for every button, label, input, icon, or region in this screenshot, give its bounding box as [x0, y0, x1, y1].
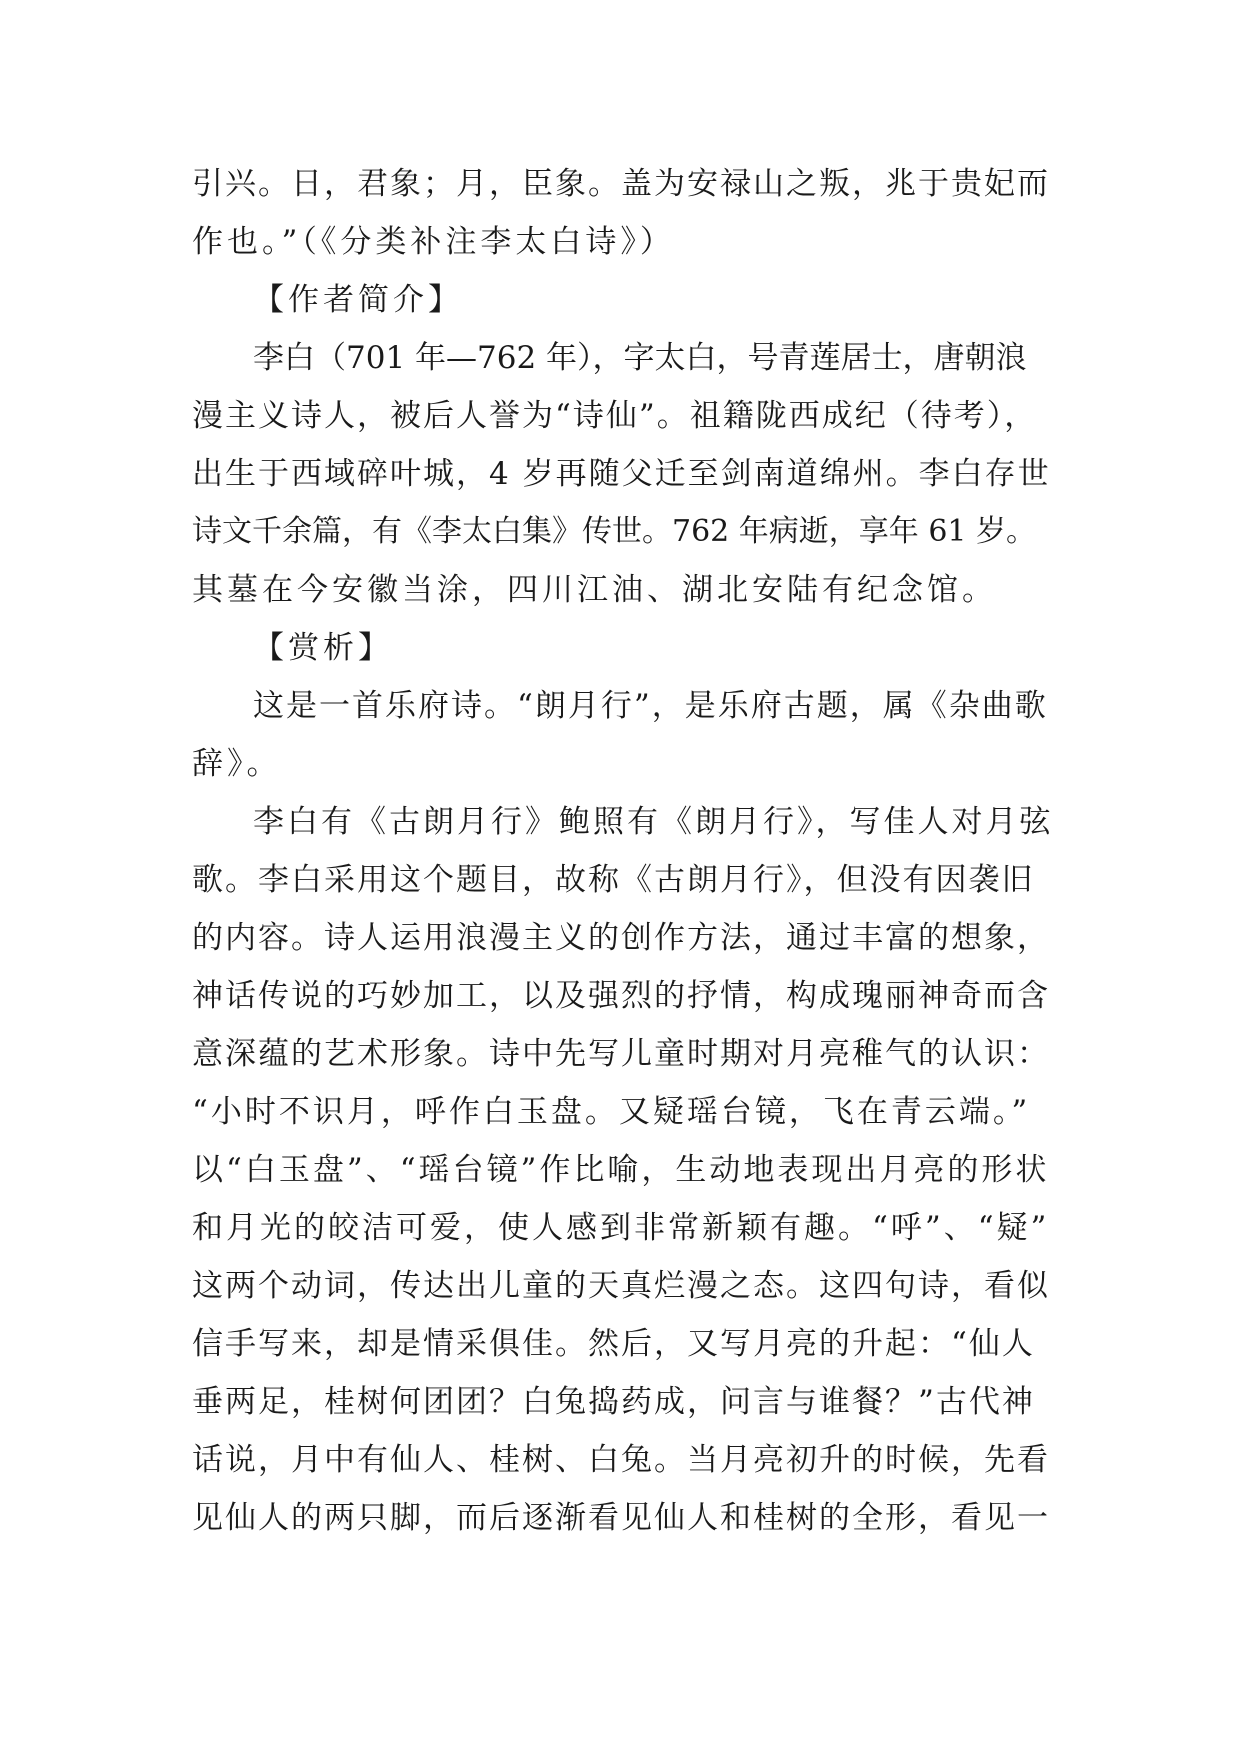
text-line: 和月光的皎洁可爱，使人感到非常新颖有趣。“呼”、“疑”: [192, 1210, 1050, 1246]
text-line: 歌。李白采用这个题目，故称《古朗月行》，但没有因袭旧: [192, 862, 1035, 898]
text-line: 李白（701 年—762 年），字太白，号青莲居士，唐朝浪: [253, 340, 1027, 376]
text-line: 出生于西域碎叶城，4 岁再随父迁至剑南道绵州。李白存世: [192, 456, 1051, 492]
text-line: 信手写来，却是情采俱佳。然后，又写月亮的升起：“仙人: [192, 1326, 1035, 1362]
text-line: 李白有《古朗月行》鲍照有《朗月行》，写佳人对月弦: [253, 804, 1054, 840]
text-line: 这两个动词，传达出儿童的天真烂漫之态。这四句诗，看似: [192, 1268, 1050, 1304]
text-line: 以“白玉盘”、“瑶台镜”作比喻，生动地表现出月亮的形状: [192, 1152, 1050, 1188]
text-line: 话说，月中有仙人、桂树、白兔。当月亮初升的时候，先看: [192, 1442, 1050, 1478]
section-heading-appreciation: 【赏析】: [253, 630, 393, 666]
text-line: 作也。”（《分类补注李太白诗》）: [192, 224, 675, 260]
text-line: 漫主义诗人，被后人誉为“诗仙”。祖籍陇西成纪（待考），: [192, 398, 1038, 434]
text-line: “小时不识月，呼作白玉盘。又疑瑶台镜，飞在青云端。”: [192, 1094, 1031, 1130]
text-line: 垂两足，桂树何团团？白兔捣药成，问言与谁餐？”古代神: [192, 1384, 1035, 1420]
text-line: 这是一首乐府诗。“朗月行”，是乐府古题，属《杂曲歌: [253, 688, 1048, 724]
section-heading-author: 【作者简介】: [253, 282, 463, 318]
text-line: 见仙人的两只脚，而后逐渐看见仙人和桂树的全形，看见一: [192, 1500, 1050, 1536]
text-line: 辞》。: [192, 746, 282, 782]
text-line: 意深蕴的艺术形象。诗中先写儿童时期对月亮稚气的认识：: [192, 1036, 1050, 1072]
text-line: 诗文千余篇，有《李太白集》传世。762 年病逝，享年 61 岁。: [192, 514, 1037, 549]
text-line: 其墓在今安徽当涂，四川江油、湖北安陆有纪念馆。: [192, 572, 997, 608]
text-line: 的内容。诗人运用浪漫主义的创作方法，通过丰富的想象，: [192, 920, 1050, 956]
text-line: 引兴。日，君象；月，臣象。盖为安禄山之叛，兆于贵妃而: [192, 166, 1050, 202]
text-line: 神话传说的巧妙加工，以及强烈的抒情，构成瑰丽神奇而含: [192, 978, 1050, 1014]
